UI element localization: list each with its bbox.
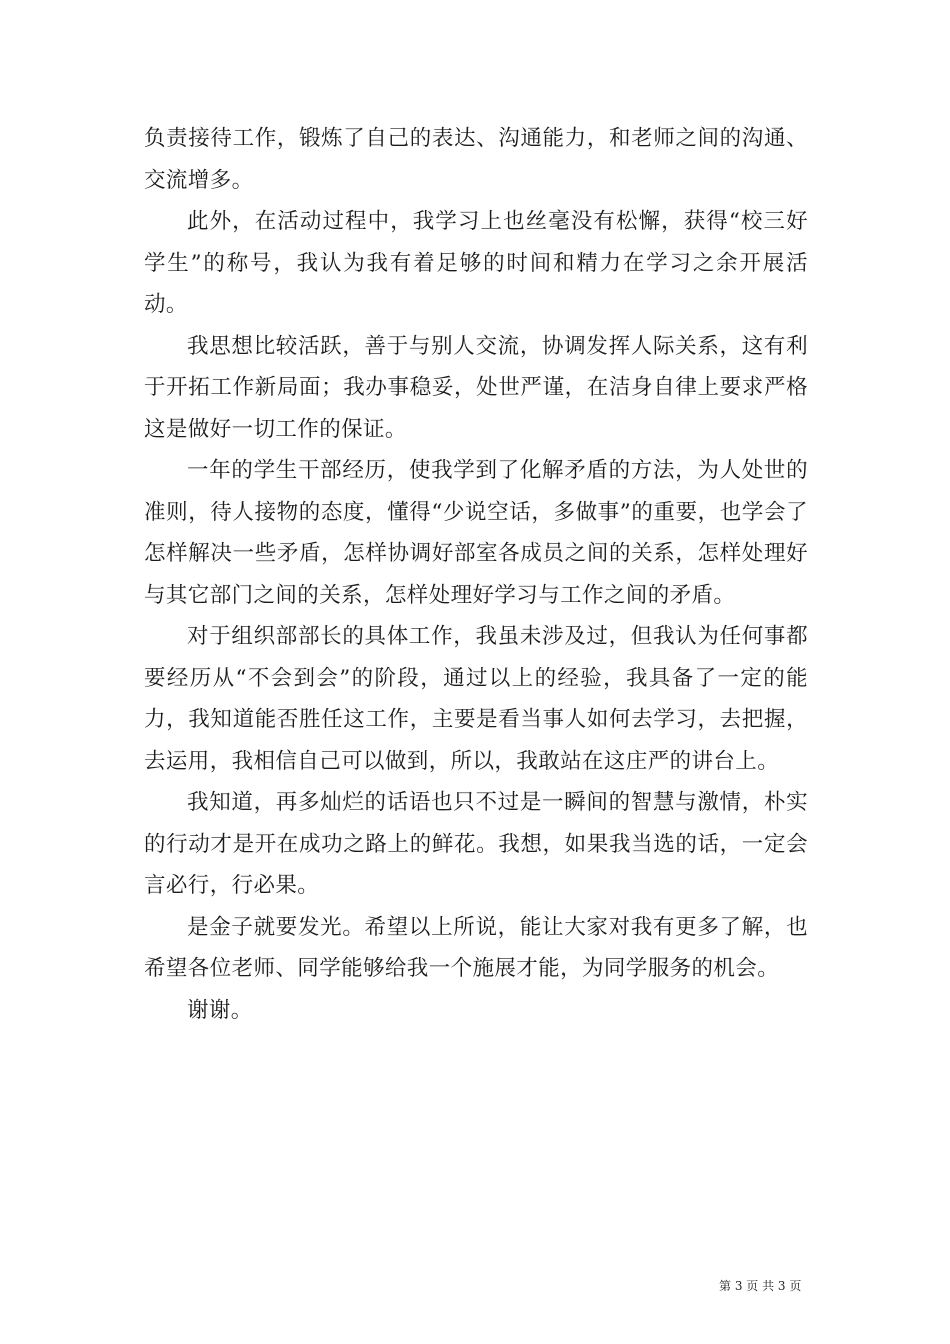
paragraph: 是金子就要发光。希望以上所说，能让大家对我有更多了解，也希望各位老师、同学能够给我一个施展才能，为同学服务的机会。 (144, 914, 808, 981)
paragraph: 对于组织部部长的具体工作，我虽未涉及过，但我认为任何事都要经历从“不会到会”的阶段，通过以上的经验，我具备了一定的能力，我知道能否胜任这工作，主要是看当事人如何去学习，去把握，去运用，我相信自己可以做到，所以，我敢站在这庄严的讲台上。 (144, 624, 808, 774)
paragraph: 谢谢。 (187, 997, 253, 1023)
paragraph: 负责接待工作，锻炼了自己的表达、沟通能力，和老师之间的沟通、交流增多。 (144, 126, 808, 193)
document-body (144, 118, 808, 1031)
paragraph: 我思想比较活跃，善于与别人交流，协调发挥人际关系，这有利于开拓工作新局面；我办事稳妥，处世严谨，在洁身自律上要求严格这是做好一切工作的保证。 (144, 333, 808, 442)
page-number-footer: 第 3 页 共 3 页 (719, 1279, 802, 1293)
paragraph: 一年的学生干部经历，使我学到了化解矛盾的方法，为人处世的准则，待人接物的态度，懂得“少说空话，多做事”的重要，也学会了怎样解决一些矛盾，怎样协调好部室各成员之间的关系，怎样处理好与其它部门之间的关系，怎样处理好学习与工作之间的矛盾。 (144, 458, 808, 608)
paragraph: 我知道，再多灿烂的话语也只不过是一瞬间的智慧与激情，朴实的行动才是开在成功之路上的鲜花。我想，如果我当选的话，一定会言必行，行必果。 (144, 790, 808, 898)
paragraph: 此外，在活动过程中，我学习上也丝毫没有松懈，获得“校三好学生”的称号，我认为我有着足够的时间和精力在学习之余开展活动。 (144, 209, 808, 317)
